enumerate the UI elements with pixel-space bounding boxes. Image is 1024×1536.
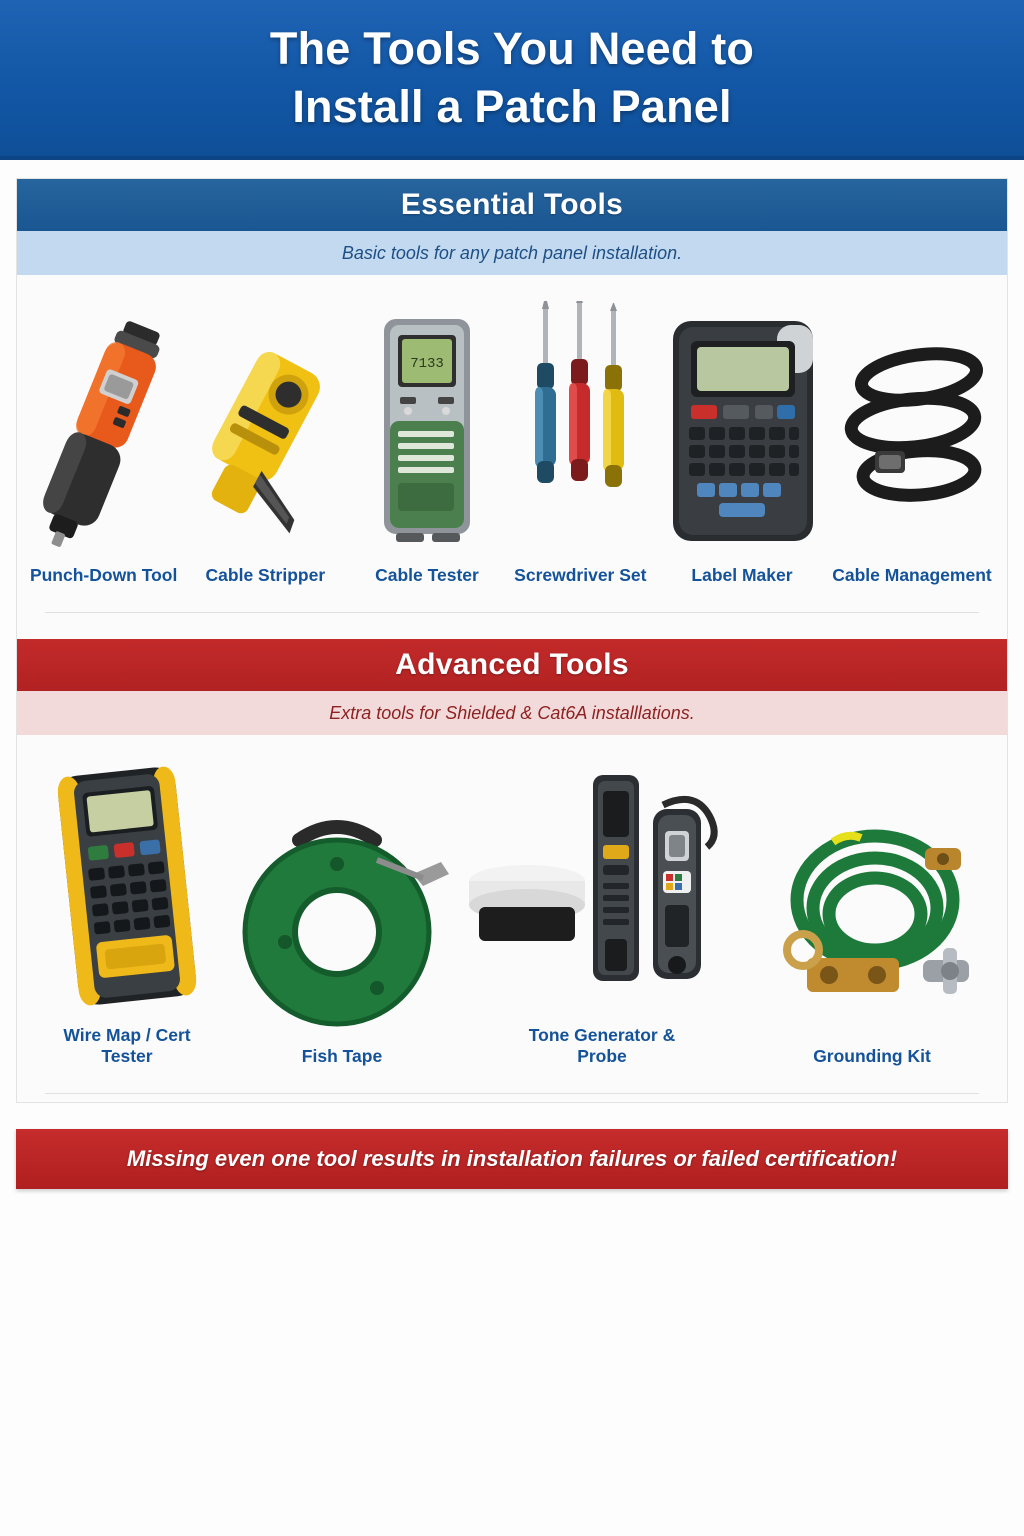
section-subtitle-advanced-text: Extra tools for Shielded & Cat6A installlations. [329, 702, 695, 723]
tool-label: Wire Map / Cert Tester [63, 1025, 191, 1066]
tool-label: Tone Generator & Probe [528, 1025, 676, 1066]
warning-banner [16, 1129, 1008, 1189]
grounding-kit-icon [747, 782, 997, 1032]
section-subtitle-advanced [17, 691, 1007, 735]
svg-text:7133: 7133 [410, 356, 444, 372]
tool-label: Cable Tester [375, 565, 479, 585]
cable-tester-icon [362, 301, 492, 551]
section-header-advanced [17, 639, 1007, 691]
tool-item [180, 301, 350, 586]
tool-item [227, 782, 457, 1067]
tool-label: Screwdriver Set [514, 565, 647, 585]
section-subtitle-essential-text: Basic tools for any patch panel installation. [341, 242, 683, 263]
tool-label: Punch-Down Tool [29, 565, 178, 585]
tool-item [504, 301, 657, 586]
tool-label: Label Maker [691, 565, 793, 585]
tool-row-advanced [17, 735, 1007, 1067]
section-title-advanced: Advanced Tools [395, 648, 629, 681]
cable-management-icon [827, 301, 997, 551]
tool-label: Cable Stripper [205, 565, 326, 585]
section-title-essential: Essential Tools [400, 188, 624, 221]
fish-tape-icon [227, 782, 457, 1032]
tool-item [350, 301, 503, 586]
cable-stripper-icon [180, 301, 350, 551]
content-frame [16, 178, 1008, 1103]
screwdriver-set-icon [515, 301, 645, 551]
section-subtitle-essential [17, 231, 1007, 275]
page-title [270, 20, 754, 135]
tool-item [747, 782, 997, 1067]
page-title-line-1: The Tools You Need to [269, 23, 755, 75]
row-divider [45, 612, 979, 613]
tool-item [457, 761, 747, 1067]
wire-map-cert-tester-icon [32, 761, 222, 1011]
warning-text: Missing even one tool results in installation failures or failed certification! [126, 1146, 898, 1171]
poster-header [0, 0, 1024, 160]
page-title-line-2: Install a Patch Panel [292, 81, 732, 132]
tool-item [27, 301, 180, 586]
tool-label: Fish Tape [301, 1046, 383, 1066]
row-divider [45, 1093, 979, 1094]
tone-generator-probe-icon [457, 761, 747, 1011]
tool-item [657, 301, 827, 586]
tool-row-essential [17, 275, 1007, 586]
tool-label: Cable Management [832, 565, 992, 585]
section-header-essential [17, 179, 1007, 231]
tool-item [27, 761, 227, 1067]
label-maker-icon [657, 301, 827, 551]
tool-label: Grounding Kit [813, 1046, 931, 1066]
tool-item [827, 301, 997, 586]
punch-down-tool-icon [29, 301, 179, 551]
